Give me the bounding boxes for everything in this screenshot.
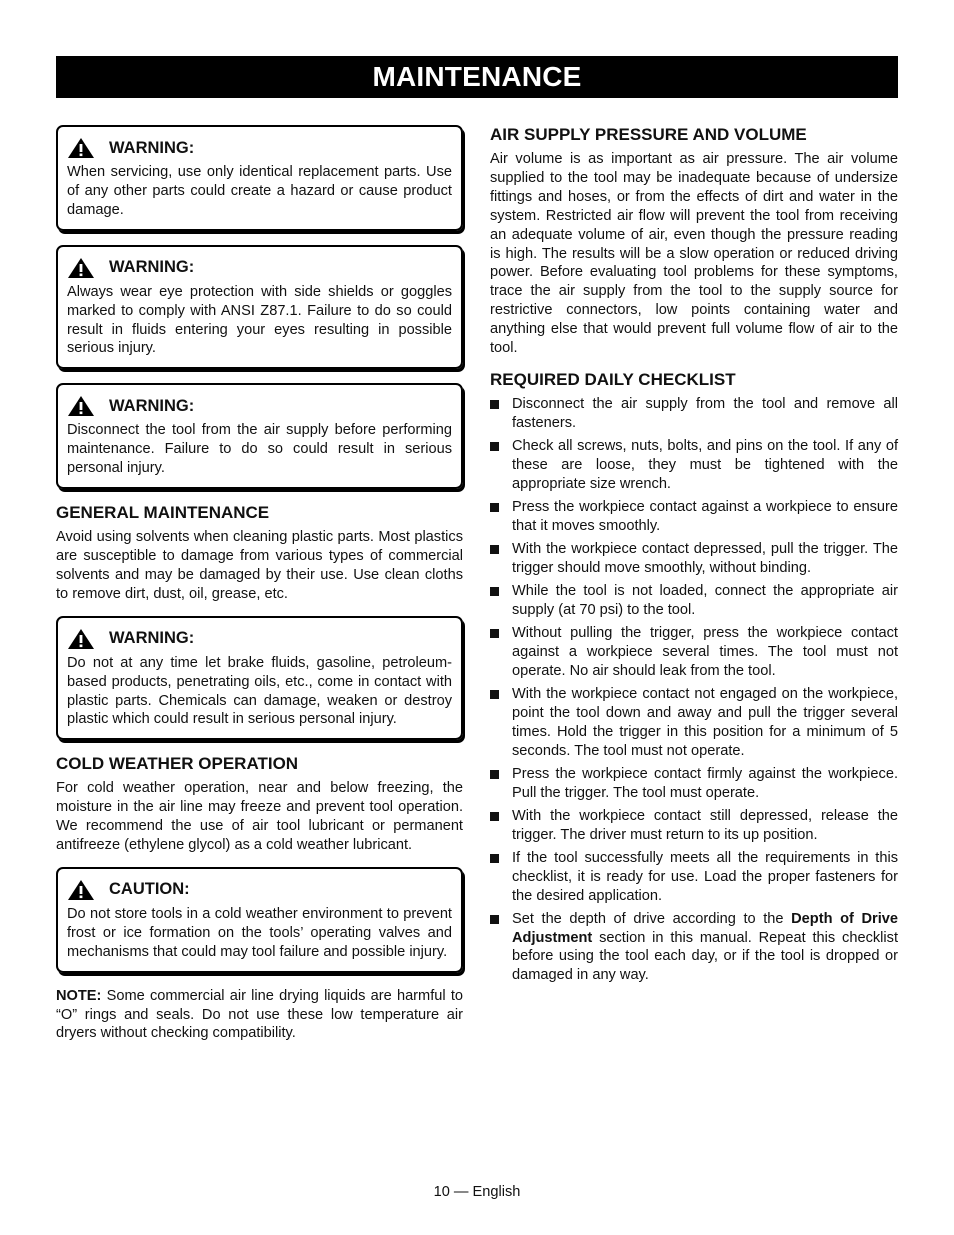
depth-of-drive-reference: Depth of Drive Adjustment [512, 910, 898, 946]
checklist-item-text: With the workpiece contact still depressed, release the trigger. The driver must return to its up position. [512, 807, 898, 843]
section-text: Avoid using solvents when cleaning plastic parts. Most plastics are susceptible to damage from various types of commercial solvents and may be damaged by their use. Use clean cloths to remove dirt, dust, oil, grease, etc. [56, 529, 463, 602]
caution-box [56, 867, 463, 973]
warning-title: WARNING: [109, 629, 195, 648]
checklist-item [490, 910, 898, 985]
left-column [56, 125, 463, 1043]
warning-box-replacement-parts [56, 125, 463, 231]
checklist-item-text: If the tool successfully meets all the requirements in this checklist, it is ready for use. Load the proper fasteners for the desired application. [512, 850, 898, 904]
checklist-item [490, 624, 898, 680]
section-text: Air volume is as important as air pressure. The air volume supplied to the tool may be inadequate because of undersize fittings and hoses, or from the effects of dirt and water in the system. Restricted air flow will prevent the tool from receiving an adequate volume of air, even though the pressure reading is high. The results will be a slow operation or reduced driving power. Before evaluating tool problems for these symptoms, trace the air supply from the tool to the supply source for restrictive connectors, low points containing water and anything else that would prevent full volume flow of air to the tool. [490, 151, 898, 357]
section-heading: AIR SUPPLY PRESSURE AND VOLUME [490, 125, 807, 144]
cold-weather-section [56, 754, 463, 855]
air-supply-section [490, 125, 898, 358]
section-heading: GENERAL MAINTENANCE [56, 503, 270, 523]
checklist [490, 395, 898, 985]
caution-title: CAUTION: [109, 880, 190, 899]
checklist-item [490, 685, 898, 760]
note-paragraph [56, 987, 463, 1044]
warning-header [67, 257, 452, 279]
checklist-item [490, 540, 898, 578]
warning-triangle-icon [67, 137, 95, 159]
section-heading: COLD WEATHER OPERATION [56, 754, 299, 774]
general-maintenance-section [56, 503, 463, 604]
square-bullet-icon [490, 915, 499, 924]
checklist-item [490, 807, 898, 845]
warning-text: Disconnect the tool from the air supply before performing maintenance. Failure to do so could result in serious personal injury. [67, 422, 452, 477]
square-bullet-icon [490, 770, 499, 779]
page-title: MAINTENANCE [56, 56, 898, 98]
square-bullet-icon [490, 854, 499, 863]
caution-header [67, 879, 452, 901]
square-bullet-icon [490, 503, 499, 512]
checklist-item [490, 395, 898, 433]
checklist-item-text: Without pulling the trigger, press the workpiece contact against a workpiece several times. The tool must not operate. No air should leak from the tool. [512, 625, 898, 679]
warning-header [67, 628, 452, 650]
right-column [490, 125, 898, 997]
warning-header [67, 395, 452, 417]
warning-title: WARNING: [109, 138, 195, 157]
section-heading: REQUIRED DAILY CHECKLIST [490, 369, 736, 389]
checklist-item-text-before: Set the depth of drive according to the [512, 910, 792, 927]
square-bullet-icon [490, 812, 499, 821]
square-bullet-icon [490, 587, 499, 596]
checklist-item [490, 849, 898, 905]
section-text: For cold weather operation, near and below freezing, the moisture in the air line may freeze and prevent tool operation. We recommend the use of air tool lubricant or permanent antifreeze (ethylene glycol) as a cold weather lubricant. [56, 780, 463, 854]
warning-text: Do not at any time let brake fluids, gasoline, petroleum-based products, penetrating oils, etc., come in contact with plastic parts. Chemicals can damage, weaken or destroy plastic which could result in serious personal injury. [67, 654, 452, 728]
warning-title: WARNING: [109, 396, 195, 415]
checklist-item-text: While the tool is not loaded, connect the appropriate air supply (at 70 psi) to the tool. [512, 583, 898, 618]
warning-triangle-icon [67, 628, 95, 650]
caution-text: Do not store tools in a cold weather environment to prevent frost or ice formation on the tools’ operating valves and mechanisms that could may tool failure and possible injury. [67, 905, 452, 960]
warning-title: WARNING: [109, 258, 195, 277]
warning-box-plastic-parts [56, 616, 463, 741]
checklist-item-text: With the workpiece contact not engaged on the workpiece, point the tool down and away and pull the trigger several times. Hold the trigger in this position for a minimum of 5 seconds. The tool must not operate. [512, 686, 898, 759]
checklist-item [490, 582, 898, 620]
warning-box-disconnect [56, 383, 463, 489]
note-label: NOTE: [56, 987, 102, 1004]
warning-triangle-icon [67, 395, 95, 417]
square-bullet-icon [490, 545, 499, 554]
caution-triangle-icon [67, 879, 95, 901]
daily-checklist-section [490, 370, 898, 985]
square-bullet-icon [490, 442, 499, 451]
checklist-item-text: Press the workpiece contact firmly against the workpiece. Pull the trigger. The tool must operate. [512, 765, 898, 801]
checklist-item-text: Disconnect the air supply from the tool and remove all fasteners. [512, 395, 898, 431]
warning-header [67, 137, 452, 159]
square-bullet-icon [490, 400, 499, 409]
checklist-item-text-after: section in this manual. Repeat this checklist before using the tool each day, or if the tool is dropped or damaged in any way. [512, 929, 898, 984]
checklist-item [490, 765, 898, 803]
square-bullet-icon [490, 690, 499, 699]
warning-box-eye-protection [56, 245, 463, 370]
checklist-item-text: Press the workpiece contact against a workpiece to ensure that it moves smoothly. [512, 498, 898, 534]
checklist-item [490, 437, 898, 493]
warning-text: When servicing, use only identical replacement parts. Use of any other parts could create a hazard or cause product damage. [67, 164, 452, 218]
warning-triangle-icon [67, 257, 95, 279]
page-footer: 10 — English [433, 1184, 521, 1200]
warning-text: Always wear eye protection with side shields or goggles marked to comply with ANSI Z87.1. Failure to do so could result in fluids entering your eyes resulting in possible serious injury. [67, 283, 452, 357]
square-bullet-icon [490, 629, 499, 638]
checklist-item-text: Check all screws, nuts, bolts, and pins on the tool. If any of these are loose, they must be tightened with the appropriate size wrench. [512, 438, 898, 492]
note-text: Some commercial air line drying liquids are harmful to “O” rings and seals. Do not use these low temperature air dryers without checking compatibility. [56, 987, 463, 1042]
checklist-item-text: With the workpiece contact depressed, pull the trigger. The trigger should move smoothly, without binding. [512, 541, 898, 576]
checklist-item [490, 498, 898, 536]
